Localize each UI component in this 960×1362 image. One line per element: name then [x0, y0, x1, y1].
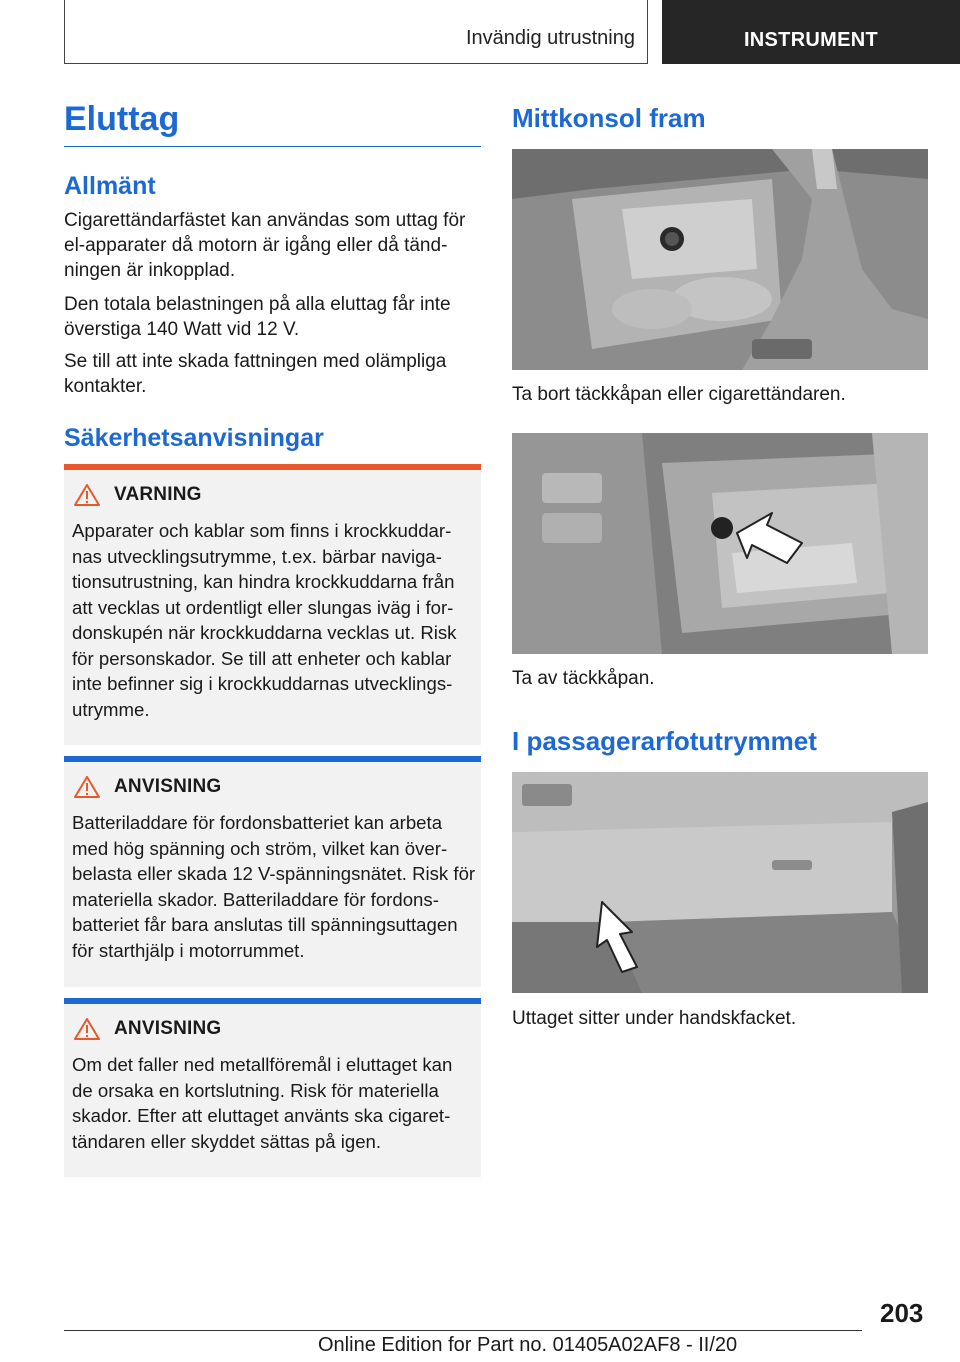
- warning-box: [64, 464, 481, 745]
- notice-box-2: [64, 998, 481, 1177]
- warning-label: VARNING: [114, 484, 202, 505]
- center-console-heading: Mittkonsol fram: [512, 103, 706, 133]
- header-section-tab: [64, 0, 648, 64]
- caption-3: Uttaget sitter under handskfacket.: [512, 1008, 797, 1029]
- warning-triangle-icon: [74, 1018, 100, 1040]
- notice-text-2: Om det faller ned metallföremål i eluttaget kan de orsaka en kortslutning. Risk för materiella skador. Efter att eluttaget använts ska cigaret-tändaren eller skyddet sättas på igen.: [72, 1054, 453, 1152]
- caption-2: Ta av täckkåpan.: [512, 668, 655, 689]
- page-title: Eluttag: [64, 100, 180, 138]
- header-chapter-tab: [662, 0, 960, 64]
- notice-box-1: [64, 756, 481, 987]
- warning-bar: [64, 464, 481, 470]
- notice-header-2: [74, 1018, 221, 1040]
- section-title: Invändig utrustning: [465, 27, 635, 49]
- footwell-photo: [512, 772, 928, 993]
- notice-text-1: Batteriladdare för fordonsbatteriet kan arbeta med hög spänning och ström, vilket kan över-belasta eller skada 12 V-spänningsnätet. Risk för materiella skador. Batteriladdare för fordons-batteriet får bara anslutas till spänningsuttagen för starthjälp i motorrummet.: [72, 812, 476, 961]
- cover-removal-photo: [512, 433, 928, 654]
- warning-triangle-icon: [74, 484, 100, 506]
- page-number: 203: [880, 1298, 924, 1328]
- edition-line: Online Edition for Part no. 01405A02AF8 - II/20: [318, 1334, 738, 1356]
- warning-text: Apparater och kablar som finns i krockkuddar-nas utvecklingsutrymme, t.ex. bärbar naviga-tionsutrustning, kan hindra krockkuddarna från att vecklas ut ordentligt eller slungas iväg i for-donskupén när krockkuddarna vecklas ut. Risk för personskador. Se till att enheter och kablar inte befinner sig i krockkuddarnas utvecklings-utrymme.: [72, 520, 457, 720]
- notice-header-1: [74, 776, 221, 798]
- safety-heading: Säkerhetsanvisningar: [64, 424, 324, 452]
- center-console-photo: [512, 149, 928, 370]
- general-paragraph-1: Cigarettändarfästet kan användas som uttag för el-apparater då motorn är igång eller då tänd-ningen är inkopplad.: [64, 210, 466, 281]
- footer-divider: [64, 1330, 862, 1331]
- warning-header: [74, 484, 202, 506]
- title-divider: [64, 146, 481, 147]
- general-heading: Allmänt: [64, 172, 156, 200]
- notice-label-2: ANVISNING: [114, 1018, 222, 1039]
- chapter-title: INSTRUMENT: [743, 29, 879, 51]
- notice-label-1: ANVISNING: [114, 776, 222, 797]
- warning-triangle-icon: [74, 776, 100, 798]
- notice-bar-1: [64, 756, 481, 762]
- passenger-footwell-heading: I passagerarfotutrymmet: [512, 726, 817, 756]
- notice-bar-2: [64, 998, 481, 1004]
- caption-1: Ta bort täckkåpan eller cigarettändaren.: [512, 384, 846, 405]
- general-paragraph-3: Se till att inte skada fattningen med olämpliga kontakter.: [64, 351, 447, 397]
- general-paragraph-2: Den totala belastningen på alla eluttag får inte överstiga 140 Watt vid 12 V.: [64, 294, 451, 340]
